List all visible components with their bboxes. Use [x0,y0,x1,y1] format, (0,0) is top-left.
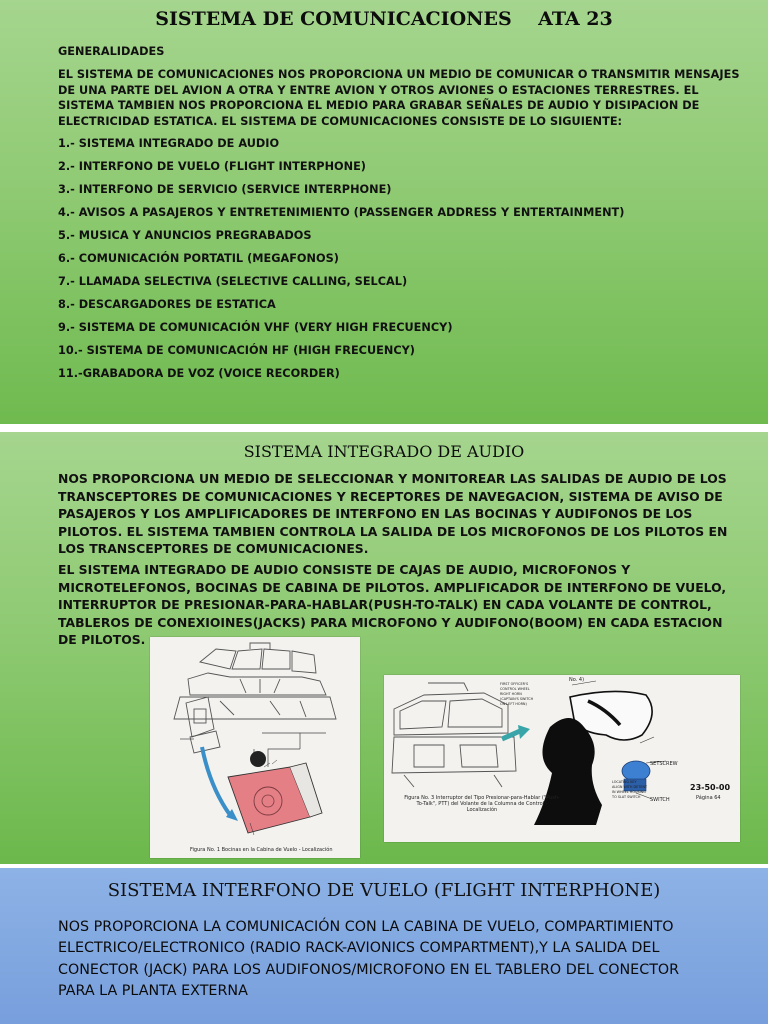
list-item: 3.- INTERFONO DE SERVICIO (SERVICE INTERPHONE) [58,183,392,196]
audio-system-paragraph-2: EL SISTEMA INTEGRADO DE AUDIO CONSISTE DE CAJAS DE AUDIO, MICROFONOS Y MICROTELEFONOS, BOCINAS DE CABINA DE PILOTOS. AMPLIFICADOR DE INTERFONO DE VUELO, INTERRUPTOR DE PRESIONAR-PARA-HABLAR(PUSH-TO-TALK) EN CADA VOLANTE DE CONTROL, TABLEROS DE CONEXIOINES(JACKS) PARA MICROFONO Y AUDIFONO(BOOM) EN CADA ESTACION DE PILOTOS. [58,562,727,648]
list-item: 6.- COMUNICACIÓN PORTATIL (MEGAFONOS) [58,252,339,265]
slide1-title: SISTEMA DE COMUNICACIONES ATA 23 [155,8,613,30]
list-item: 8.- DESCARGADORES DE ESTATICA [58,298,276,311]
audio-system-paragraph-1: NOS PROPORCIONA UN MEDIO DE SELECCIONAR Y MONITOREAR LAS SALIDAS DE AUDIO DE LOS TRANSCEPTORES DE COMUNICACIONES Y RECEPTORES DE NAVEGACION, SISTEMA DE AVISO DE PASAJEROS Y LOS AMPLIFICADORES DE INTERFONO EN LAS BOCINAS Y AUDIFONOS DE LOS PILOTOS. EL SISTEMA TAMBIEN CONTROLA LA SALIDA DE LOS MICROFONOS DE LOS PILOTOS EN LOS TRANSCEPTORES DE COMUNICACIONES. [58,471,728,557]
list-item: 5.- MUSICA Y ANUNCIOS PREGRABADOS [58,229,312,242]
figure2-page-label: Página 64 [696,795,721,801]
figure2-label-switch: SWITCH [650,797,670,803]
svg-text:TO SLAT SWITCH: TO SLAT SWITCH [612,795,641,799]
list-item: 7.- LLAMADA SELECTIVA (SELECTIVE CALLING, SELCAL) [58,275,408,288]
list-item: 11.-GRABADORA DE VOZ (VOICE RECORDER) [58,367,340,380]
svg-text:IN WHEEL HOUSING: IN WHEEL HOUSING [612,790,646,794]
cockpit-speakers-illustration [150,637,360,858]
slide3-title: SISTEMA INTERFONO DE VUELO (FLIGHT INTERPHONE) [107,880,661,901]
svg-text:RIGHT HORN: RIGHT HORN [500,692,522,696]
systems-list [58,136,624,389]
figure2-label-setscrew: SETSCREW [650,761,678,767]
list-item: 4.- AVISOS A PASAJEROS Y ENTRETENIMIENTO (PASSENGER ADDRESS Y ENTERTAINMENT) [58,206,625,219]
slide2-title: SISTEMA INTEGRADO DE AUDIO [243,442,525,461]
svg-text:ON LEFT HORN): ON LEFT HORN) [500,702,527,706]
list-item: 9.- SISTEMA DE COMUNICACIÓN VHF (VERY HIGH FRECUENCY) [58,321,453,334]
svg-text:CONTROL WHEEL: CONTROL WHEEL [500,687,530,691]
flight-interphone-paragraph: NOS PROPORCIONA LA COMUNICACIÓN CON LA CABINA DE VUELO, COMPARTIMIENTO ELECTRICO/ELECTRONICO (RADIO RACK-AVIONICS COMPARTMENT),Y LA SALIDA DEL CONECTOR (JACK) PARA LOS AUDIFONOS/MICROFONO EN EL TABLERO DEL CONECTOR PARA LA PLANTA EXTERNA [58,919,680,1000]
figure2-caption: Figura No. 3 Interruptor del Tipo Presionar-para-Hablar ("Push-To-Talk", PTT) del Volante de la Columna de Control - Localización [404,795,560,813]
list-item: 1.- SISTEMA INTEGRADO DE AUDIO [58,137,280,150]
svg-text:FIRST OFFICER'S: FIRST OFFICER'S [500,682,529,686]
list-item: 10.- SISTEMA DE COMUNICACIÓN HF (HIGH FRECUENCY) [58,344,415,357]
generalidades-heading: GENERALIDADES [58,45,165,58]
figure2-label-no4: No. 4) [569,677,585,683]
list-item: 2.- INTERFONO DE VUELO (FLIGHT INTERPHONE) [58,160,366,173]
figure2-reference: 23-50-00 [690,783,731,792]
svg-text:(CAPTAIN'S SWITCH: (CAPTAIN'S SWITCH [500,697,534,701]
intro-paragraph: EL SISTEMA DE COMUNICACIONES NOS PROPORCIONA UN MEDIO DE COMUNICAR O TRANSMITIR MENSAJES DE UNA PARTE DEL AVION A OTRA Y ENTRE AVION Y OTROS AVIONES O ESTACIONES TERRESTRES. EL SISTEMA TAMBIEN NOS PROPORCIONA EL MEDIO PARA GRABAR SEÑALES DE AUDIO Y DISIPACION DE ELECTRICIDAD ESTATICA. EL SISTEMA DE COMUNICACIONES CONSISTE DE LO SIGUIENTE: [58,68,740,128]
ptt-switch-illustration [384,675,740,842]
svg-text:LOCATING KEY: LOCATING KEY [612,780,637,784]
svg-text:ALIGN WITH DETENT: ALIGN WITH DETENT [612,785,648,789]
figure1-caption: Figura No. 1 Bocinas en la Cabina de Vuelo - Localización [190,847,333,853]
figure-push-to-talk [384,675,740,842]
figure-cockpit-speakers [150,637,360,858]
